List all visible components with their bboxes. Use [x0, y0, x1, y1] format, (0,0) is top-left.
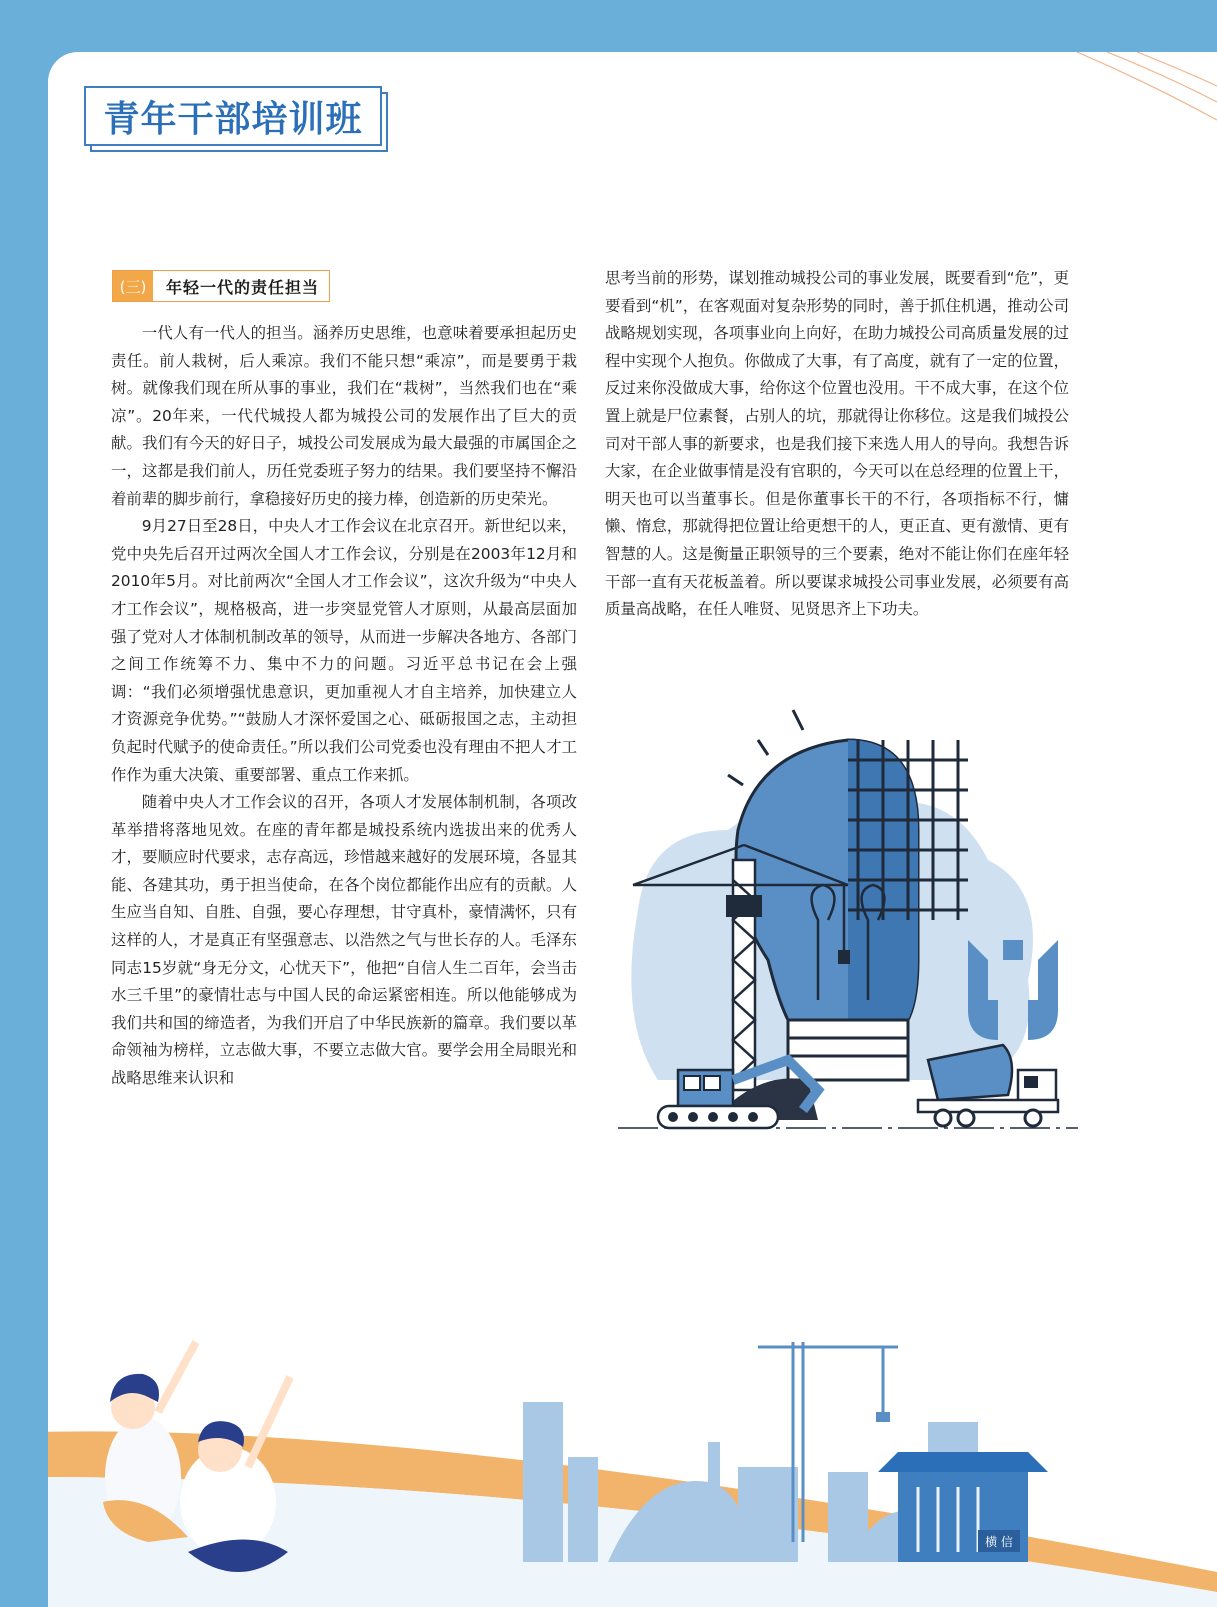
section-title: 年轻一代的责任担当 — [166, 277, 320, 297]
title-box-front — [84, 86, 382, 146]
page-title-box — [84, 86, 388, 150]
left-text-column — [111, 320, 577, 1093]
right-text-column — [605, 265, 1069, 624]
paragraph: 思考当前的形势，谋划推动城投公司的事业发展，既要看到“危”，更要看到“机”，在客观面对复杂形势的同时，善于抓住机遇，推动公司战略规划实现，各项事业向上向好，在助力城投公司高质量发展的过程中实现个人抱负。你做成了大事，有了高度，就有了一定的位置，反过来你没做成大事，给你这个位置也没用。干不成大事，在这个位置上就是尸位素餐，占别人的坑，那就得让你移位。这是我们城投公司对干部人事的新要求，也是我们接下来选人用人的导向。我想告诉大家，在企业做事情是没有官职的，今天可以在总经理的位置上干，明天也可以当董事长。但是你董事长干的不行，各项指标不行，慵懒、惰怠，那就得把位置让给更想干的人，更正直、更有激情、更有智慧的人。这是衡量正职领导的三个要素，绝对不能让你们在座年轻干部一直有天花板盖着。所以要谋求城投公司事业发展，必须要有高质量高战略，在任人唯贤、见贤思齐上下功夫。 — [605, 269, 1069, 619]
paragraph: 一代人有一代人的担当。涵养历史思维，也意味着要承担起历史责任。前人栽树，后人乘凉。我们不能只想“乘凉”，而是要勇于栽树。就像我们现在所从事的事业，我们在“栽树”，当然我们也在“乘凉”。20年来，一代代城投人都为城投公司的发展作出了巨大的贡献。我们有今天的好日子，城投公司发展成为最大最强的市属国企之一，这都是我们前人，历任党委班子努力的结果。我们要坚持不懈沿着前辈的脚步前行，拿稳接好历史的接力棒，创造新的历史荣光。 — [111, 324, 577, 508]
bottom-cityscape-illustration — [48, 1302, 1217, 1607]
corner-deco-lines — [1047, 52, 1217, 132]
paragraph: 随着中央人才工作会议的召开，各项人才发展体制机制，各项改革举措将落地见效。在座的青年都是城投系统内选拔出来的优秀人才，要顺应时代要求，志存高远，珍惜越来越好的发展环境，各显其能、各建其功，勇于担当使命，在各个岗位都能作出应有的贡献。人生应当自知、自胜、自强，要心存理想，甘守真朴，豪情满怀，只有这样的人，才是真正有坚强意志、以浩然之气与世长存的人。毛泽东同志15岁就“身无分文，心忧天下”，他把“自信人生二百年，会当击水三千里”的豪情壮志与中国人民的命运紧密相连。所以他能够成为我们共和国的缔造者，为我们开启了中华民族新的篇章。我们要以革命领袖为榜样，立志做大事，不要立志做大官。要学会用全局眼光和战略思维来认识和 — [111, 793, 577, 1088]
construction-lightbulb-illustration — [618, 700, 1078, 1140]
section-heading — [112, 270, 330, 302]
page-sheet — [48, 52, 1217, 1607]
gate-sign-text: 横 信 — [985, 1535, 1013, 1549]
page-title: 青年干部培训班 — [103, 98, 363, 140]
section-number: (三) — [113, 271, 153, 301]
paragraph: 9月27日至28日，中央人才工作会议在北京召开。新世纪以来，党中央先后召开过两次全国人才工作会议，分别是在2003年12月和2010年5月。对比前两次“全国人才工作会议”，这次升级为“中央人才工作会议”，规格极高，进一步突显党管人才原则，从最高层面加强了党对人才体制机制改革的领导，从而进一步解决各地方、各部门之间工作统筹不力、集中不力的问题。习近平总书记在会上强调：“我们必须增强忧患意识，更加重视人才自主培养，加快建立人才资源竞争优势。”“鼓励人才深怀爱国之心、砥砺报国之志，主动担负起时代赋予的使命责任。”所以我们公司党委也没有理由不把人才工作作为重大决策、重要部署、重点工作来抓。 — [111, 517, 577, 784]
